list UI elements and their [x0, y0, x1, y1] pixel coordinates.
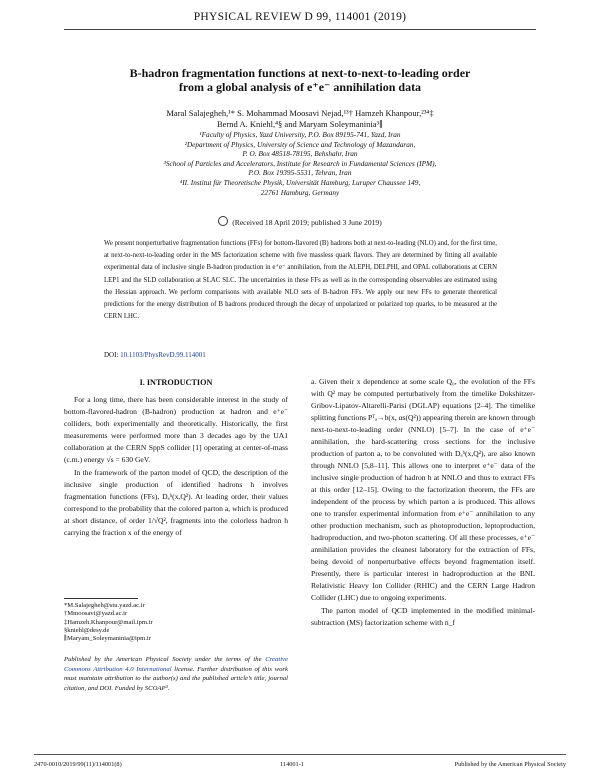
- affiliation-line: P. O. Box 48518-78195, Behshahr, Iran: [242, 149, 358, 159]
- footer-publisher: Published by the American Physical Society: [454, 761, 566, 768]
- article-title: [90, 66, 510, 94]
- title-line-1: B-hadron fragmentation functions at next-to-next-to-leading order: [129, 66, 471, 80]
- authors-line-1: Maral Salajegheh,¹* S. Mohammad Moosavi Nejad,¹³† Hamzeh Khanpour,²³⁴‡: [166, 108, 434, 118]
- paragraph: a. Given their x dependence at some scale Q₀, the evolution of the FFs with Q² may be computed perturbatively from the timelike Dokshitzer-Gribov-Lipatov-Altarelli-Parisi (DGLAP) equations [2–4]. The timelike splitting functions Pᵀₐ→b(x, αs(Q²)) appearing therein are known through next-to-next-to-leading order (NNLO) [5–7]. In the case of e⁺e⁻ annihilation, the hard-scattering cross sections for the inclusive production of parton a, to be convoluted with Dₐʰ(x,Q²), are also known through NNLO [5,8–11]. This allows one to interpret e⁺e⁻ data of the inclusive single production of hadron h at NNLO and thus to extract FFs at this order [12–15]. Owing to the factorization theorem, the FFs are independent of the process by which parton a is produced. This allows one to transfer experimental information from e⁺e⁻ annihilation to any other production mechanism, such as photoproduction, leptoproduction, hadroproduction, and two-photon scattering. Of all these processes, e⁺e⁻ annihilation provides the cleanest laboratory for the extraction of FFs, being devoid of nonperturbative effects beyond fragmentation itself. Presently, there is particular interest in hadroproduction at the BNL Relativistic Heavy Ion Collider (RHIC) and the CERN Large Hadron Collider (LHC) due to ongoing experiments.: [311, 377, 535, 602]
- doi-link[interactable]: 10.1103/PhysRevD.99.114001: [120, 351, 206, 359]
- doi-line: [104, 351, 206, 359]
- footnotes: [64, 602, 288, 643]
- affiliation-line: ³School of Particles and Accelerators, Institute for Research in Fundamental Sciences (IPM),: [163, 158, 437, 168]
- right-column: [311, 376, 535, 630]
- footnote-email[interactable]: ∥Maryam_Soleymaninia@ipm.ir: [64, 635, 151, 643]
- license-text-after: license. Further distribution of this work must maintain attribution to the author(s) and the published article’s title, journal citation, and DOI. Funded by SCOAP³.: [64, 665, 288, 692]
- license-text-before: Published by the American Physical Society under the terms of the: [64, 656, 266, 663]
- footer-page-number: 114001-1: [280, 761, 304, 768]
- affiliation-line: ¹Faculty of Physics, Yazd University, P.O. Box 89195-741, Yazd, Iran: [199, 130, 401, 139]
- abstract: We present nonperturbative fragmentation functions (FFs) for bottom-flavored (B) hadrons both at next-to-leading (NLO) and, for the first time, at next-to-next-to-leading order in the MS factorization scheme with five massless quark flavors. They are determined by fitting all available experimental data of inclusive single B-hadron production in e⁺e⁻ annihilation, from the ALEPH, DELPHI, and OPAL collaborations at CERN LEP1 and the SLD collaboration at SLAC SLC. The uncertainties in these FFs as well as in the corresponding observables are estimated using the Hessian approach. We perform comparisons with available NLO sets of B-hadron FFs. We apply our new FFs to generate theoretical predictions for the energy distribution of B hadrons produced through the decay of unpolarized or polarized top quarks, to be measured at the CERN LHC.: [104, 240, 497, 321]
- footnote-email[interactable]: †Mmoosavi@yazd.ac.ir: [64, 610, 128, 618]
- license-link[interactable]: Creative Commons Attribution 4.0 International: [64, 656, 288, 673]
- left-column: [64, 394, 288, 540]
- footnote-divider: [64, 598, 138, 599]
- title-line-2: from a global analysis of e⁺e⁻ annihilation data: [178, 80, 422, 94]
- affiliation-line: ²Department of Physics, University of Science and Technology of Mazandaran,: [184, 139, 416, 149]
- paragraph: The parton model of QCD implemented in the modified minimal-subtraction (MS) factorization scheme with n_f: [311, 606, 535, 627]
- received-text: (Received 18 April 2019; published 3 June 2019): [232, 218, 382, 227]
- affiliations: [70, 130, 530, 197]
- affiliation-line: ⁴II. Institut für Theoretische Physik, Universität Hamburg, Luruper Chaussee 149,: [179, 177, 421, 187]
- footnote-email[interactable]: §kniehl@desy.de: [64, 626, 110, 634]
- affiliation-line: 22761 Hamburg, Germany: [260, 187, 340, 197]
- publisher-license-note: [64, 655, 288, 693]
- footnote-email[interactable]: *M.Salajegheh@stu.yazd.ac.ir: [64, 602, 145, 609]
- header-divider: [64, 29, 536, 30]
- journal-header: PHYSICAL REVIEW D 99, 114001 (2019): [193, 11, 407, 23]
- paragraph: For a long time, there has been considerable interest in the study of bottom-flavored-hadron (B-hadron) production at hadron and e⁺e⁻ colliders, both experimentally and theoretically. Historically, the first measurements were performed more than 3 decades ago by the UA1 collaboration at the CERN SppS collider [1] operating at center-of-mass (c.m.) energy √s = 630 GeV.: [64, 395, 288, 464]
- open-access-icon[interactable]: [218, 216, 228, 226]
- authors-line-2: Bernd A. Kniehl,⁴§ and Maryam Soleymaninia³∥: [217, 119, 383, 129]
- doi-label: DOI:: [104, 351, 119, 359]
- received-dates: [150, 216, 450, 228]
- author-list: [80, 108, 520, 130]
- affiliation-line: P.O. Box 19395-5531, Tehran, Iran: [248, 168, 352, 178]
- section-heading: I. INTRODUCTION: [139, 378, 213, 387]
- footer-issn: 2470-0010/2019/99(11)/114001(8): [34, 761, 122, 768]
- paragraph: In the framework of the parton model of QCD, the description of the inclusive single production of identified hadrons h involves fragmentation functions (FFs), Dₐʰ(x,Q²). At leading order, their values correspond to the probability that the colored parton a, which is produced at short distance, of order 1/√Q², fragments into the colorless hadron h carrying the fraction x of the energy of: [64, 468, 288, 537]
- footnote-email[interactable]: ‡Hamzeh.Khanpour@mail.ipm.ir: [64, 618, 153, 626]
- footer-divider: [34, 754, 566, 755]
